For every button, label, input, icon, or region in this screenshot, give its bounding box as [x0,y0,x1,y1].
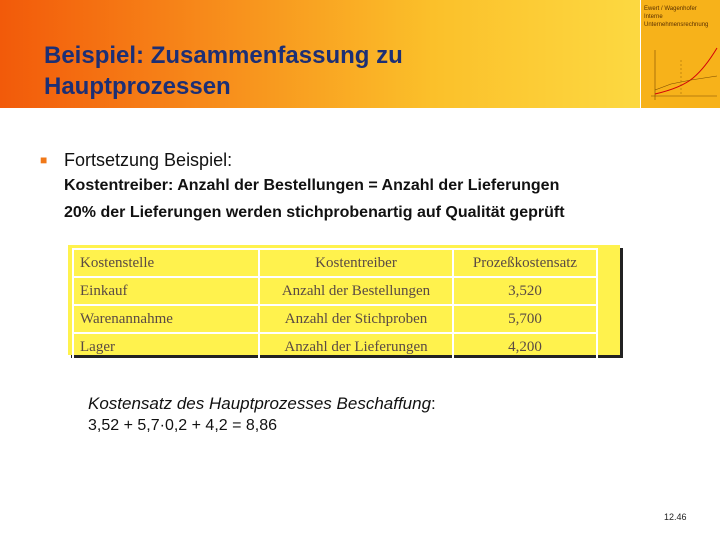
slide-title [44,40,403,102]
sampling-text: 20% der Lieferungen werden stichprobenartig auf Qualität geprüft [64,204,565,221]
bullet-heading: Fortsetzung Beispiel: [64,150,233,170]
process-cost-table [72,248,598,362]
table-cell: 5,700 [453,305,597,333]
table-header-cell: Kostentreiber [259,249,453,277]
table-cell: Anzahl der Stichproben [259,305,453,333]
table-cell: 3,520 [453,277,597,305]
summary-label-colon: : [431,394,436,413]
title-banner [0,0,720,108]
table-cell: Lager [73,333,259,361]
slide-title-line-2: Hauptprozessen [44,73,231,100]
summary-formula: 3,52 + 5,7·0,2 + 4,2 = 8,86 [88,417,278,434]
table-cell: Anzahl der Lieferungen [259,333,453,361]
summary-label-text: Kostensatz des Hauptprozesses Beschaffung [88,394,432,413]
table-cell: 4,200 [453,333,597,361]
table-header-cell: Prozeßkostensatz [453,249,597,277]
table-cell: Anzahl der Bestellungen [259,277,453,305]
bullet-square-icon: ■ [40,153,48,167]
process-cost-table-image [68,245,620,355]
table-header-cell: Kostenstelle [73,249,259,277]
cost-driver-text: Kostentreiber: Anzahl der Bestellungen = Anzahl der Lieferungen [64,177,560,194]
page-number: 12.46 [664,512,687,522]
table-row [73,277,597,305]
book-cover-thumbnail [640,0,720,108]
book-cover-title: Ewert / Wagenhofer Interne Unternehmensrechnung [644,6,709,28]
table-cell: Einkauf [73,277,259,305]
slide-title-line-1: Beispiel: Zusammenfassung zu [44,42,403,69]
table-row [73,305,597,333]
summary-label [88,394,436,414]
table-header-row [73,249,597,277]
table-row [73,333,597,361]
table-cell: Warenannahme [73,305,259,333]
